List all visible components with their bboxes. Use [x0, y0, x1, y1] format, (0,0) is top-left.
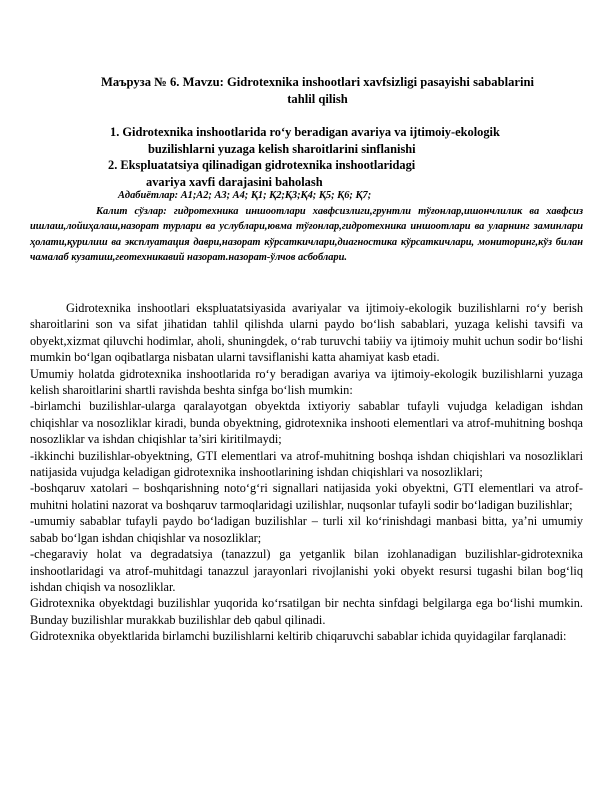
paragraph-1: Gidrotexnika inshootlari ekspluatatsiyasida avariyalar va ijtimoiy-ekologik buzilishlarni ro‘y berish sharoitlarini son va sifat jihatidan tahlil qilishda ularni paydo bo‘lish sabablari, yuzaga kelishi tavsifi va obyekt,xizmat qiluvchi hodimlar, aholi, shuningdek, o‘rab turuvchi tabiiy va ijtimoiy muhit uchun sodir bo‘lishi mumkin bo‘lgan oqibatlarga nisbatan ularni tavsiflanishi katta ahamiyat kasb etadi.: [30, 301, 583, 365]
keywords: Калит сўзлар: гидротехника иншоотлари хавфсизлиги,грунтли тўғонлар,ишончлилик ва хавфсиз ишлаш,лойиҳалаш,назорат турлари ва услублари,ювма тўғонлар,гидротехника иншоотлари ва уларнинг заминлари ҳолати,қурилиш ва эксплуатация даври,назорат кўрсаткичлари,диагностика кўрсаткичлари, мониторинг,кўз билан чамалаб кузатиш,геотехникавий назорат.назорат-ўлчов асбоблари.: [30, 205, 583, 264]
lecture-title-line-1: Маъруза № 6. Mavzu: Gidrotexnika inshootlari xavfsizligi pasayishi sabablarini: [101, 75, 534, 89]
plan-item-1: [110, 124, 580, 157]
paragraph-8: Gidrotexnika obyektdagi buzilishlar yuqorida ko‘rsatilgan bir nechta sinfdagi belgilarga ega bo‘lishi mumkin. Bunday buzilishlar murakkab buzilishlar deb qabul qilinadi.: [30, 596, 583, 627]
paragraph-9: Gidrotexnika obyektlarida birlamchi buzilishlarni keltirib chiqaruvchi sabablar ichida quyidagilar farqlanadi:: [30, 629, 567, 644]
literature-references: Адабиётлар: А1;А2; А3; А4; Қ1; Қ2;Қ3;Қ4; Қ5; Қ6; Қ7;: [118, 190, 372, 201]
plan-item-2-line-1: 2. Ekspluatatsiya qilinadigan gidrotexnika inshootlaridagi: [108, 158, 416, 172]
lecture-title-line-2: tahlil qilish: [287, 92, 348, 106]
lecture-title: [60, 74, 575, 108]
paragraph-6: -umumiy sabablar tufayli paydo bo‘ladigan buzilishlar – turli xil ko‘rinishdagi manbasi bitta, ya’ni umumiy sabab bo‘lgan ishdan chiqishlar va nosozliklar;: [30, 514, 583, 545]
plan-item-2: [108, 157, 580, 190]
paragraph-7: -chegaraviy holat va degradatsiya (tanazzul) ga yetganlik bilan izohlanadigan buzilishlar-gidrotexnika inshootlaridagi va atrof-muhitdagi tanazzul jarayonlari rivojlanishi yoki obyekt resursi tugashi bilan bog‘liq ishdan chiqish va nosozliklar.: [30, 547, 583, 594]
literature-block: [30, 188, 583, 266]
lecture-plan: [110, 124, 580, 190]
body-text: [30, 300, 583, 645]
plan-item-2-line-2: avariya xavfi darajasini baholash: [146, 174, 323, 189]
paragraph-2: Umumiy holatda gidrotexnika inshootlarida ro‘y beradigan avariya va ijtimoiy-ekologik buzilishlarni yuzaga kelish sharoitlarini shartli ravishda beshta sinfga bo‘lish mumkin:: [30, 366, 583, 398]
paragraph-4: -ikkinchi buzilishlar-obyektning, GTI elementlari va atrof-muhitning boshqa ishdan chiqishlari va nosozliklari natijasida vujudga keladigan gidrotexnika inshootlarining ishdan chiqishlari va nosozliklari;: [30, 448, 583, 480]
paragraph-5: -boshqaruv xatolari – boshqarishning noto‘g‘ri signallari natijasida yoki obyektni, GTI elementlari va atrof-muhitni holatini nazorat va boshqaruv tarmoqlaridagi uzilishlar, nuqsonlar tufayli sodir bo‘ladigan buzilishlar;: [30, 481, 583, 512]
plan-item-1-line-2: buzilishlarni yuzaga kelish sharoitlarini sinflanishi: [148, 141, 416, 156]
paragraph-3: -birlamchi buzilishlar-ularga qaralayotgan obyektda ixtiyoriy sabablar tufayli vujudga keladigan ishdan chiqishlar va nosozliklar kiradi, bunda obyektning, gidrotexnika inshooti elementlari va atrof-muhitning boshqa nosozliklar va ishdan chiqishlar ta’siri kiritilmaydi;: [30, 399, 583, 447]
plan-item-1-line-1: 1. Gidrotexnika inshootlarida ro‘y beradigan avariya va ijtimoiy-ekologik: [110, 125, 500, 139]
